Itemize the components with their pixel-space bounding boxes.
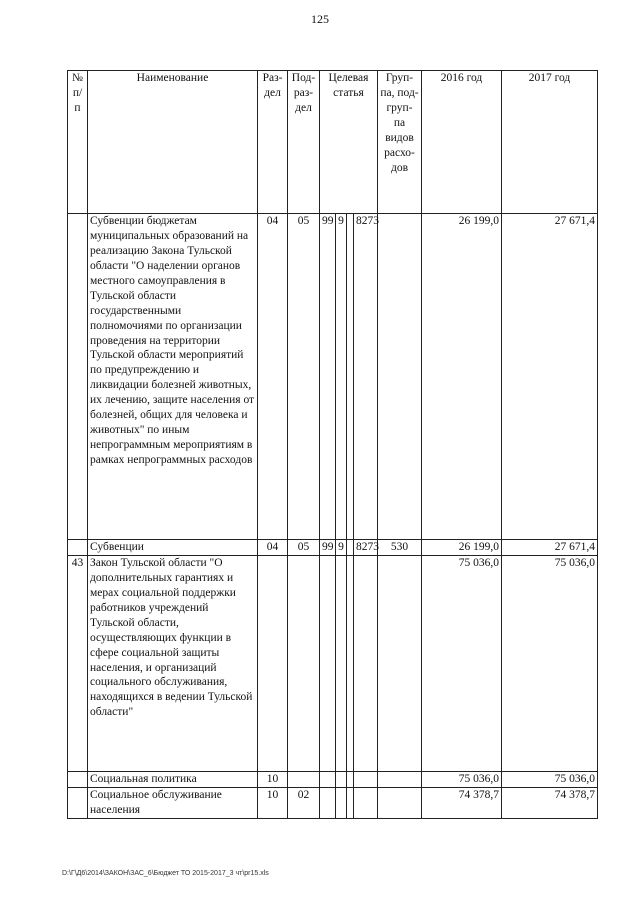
row-target-1: 99: [320, 540, 336, 556]
budget-table: [67, 70, 598, 819]
row-2017: 75 036,0: [502, 771, 598, 787]
row-razdel: 10: [258, 787, 288, 818]
header-target-article: Целевая статья: [320, 71, 378, 214]
row-2016: 74 378,7: [422, 787, 502, 818]
row-num: [68, 540, 88, 556]
row-group: 530: [378, 540, 422, 556]
row-podrazdel: 02: [288, 787, 320, 818]
table-row: [68, 771, 598, 787]
file-path-footer: D:\Г\Д6\2014\ЗАКОН\ЗАС_6\Бюджет ТО 2015-2017_3 чт\pr15.xls: [62, 870, 269, 877]
row-razdel: [258, 555, 288, 771]
row-name: Закон Тульской области "О дополнительных гарантиях и мерах социальной поддержки работников учреждений Тульской области, осуществляющих функции в сфере социальной защиты населения, и организаций социального обслуживания, находящихся в ведении Тульской области": [88, 555, 258, 771]
header-podrazdel: Под- раз- дел: [288, 71, 320, 214]
row-num: 43: [68, 555, 88, 771]
row-razdel: 04: [258, 214, 288, 540]
row-group: [378, 555, 422, 771]
row-target-2: 9: [336, 540, 347, 556]
table-row: [68, 787, 598, 818]
header-num: № п/п: [68, 71, 88, 214]
row-2016: 26 199,0: [422, 214, 502, 540]
row-2017: 27 671,4: [502, 214, 598, 540]
row-podrazdel: [288, 555, 320, 771]
row-podrazdel: 05: [288, 214, 320, 540]
row-name: Субвенции: [88, 540, 258, 556]
row-2016: 75 036,0: [422, 771, 502, 787]
row-group: [378, 214, 422, 540]
table-row: [68, 214, 598, 540]
row-target-3: [347, 540, 354, 556]
row-target-3: [347, 787, 354, 818]
row-target-2: [336, 555, 347, 771]
table-row: [68, 555, 598, 771]
row-target-1: [320, 787, 336, 818]
row-razdel: 04: [258, 540, 288, 556]
row-2016: 75 036,0: [422, 555, 502, 771]
row-podrazdel: [288, 771, 320, 787]
row-name: Социальная политика: [88, 771, 258, 787]
row-target-1: 99: [320, 214, 336, 540]
row-target-4: 8273: [354, 540, 378, 556]
row-target-3: [347, 555, 354, 771]
row-group: [378, 787, 422, 818]
row-target-2: [336, 771, 347, 787]
row-2017: 74 378,7: [502, 787, 598, 818]
table-header-row: [68, 71, 598, 214]
row-num: [68, 787, 88, 818]
row-name: Социальное обслуживание населения: [88, 787, 258, 818]
row-target-1: [320, 555, 336, 771]
row-target-3: [347, 771, 354, 787]
table-row: [68, 540, 598, 556]
row-target-4: [354, 555, 378, 771]
row-target-3: [347, 214, 354, 540]
header-2017: 2017 год: [502, 71, 598, 214]
header-razdel: Раз- дел: [258, 71, 288, 214]
header-expense-group: Груп- па, под- груп- па видов расхо- дов: [378, 71, 422, 214]
row-podrazdel: 05: [288, 540, 320, 556]
row-2017: 27 671,4: [502, 540, 598, 556]
row-target-4: [354, 787, 378, 818]
row-group: [378, 771, 422, 787]
row-target-4: 8273: [354, 214, 378, 540]
row-2016: 26 199,0: [422, 540, 502, 556]
row-num: [68, 214, 88, 540]
row-target-4: [354, 771, 378, 787]
row-name: Субвенции бюджетам муниципальных образований на реализацию Закона Тульской области "О наделении органов местного самоуправления в Тульской области государственными полномочиями по организации проведения на территории Тульской области мероприятий по предупреждению и ликвидации болезней животных, их лечению, защите населения от болезней, общих для человека и животных" по иным непрограммным мероприятиям в рамках непрограммных расходов: [88, 214, 258, 540]
row-2017: 75 036,0: [502, 555, 598, 771]
row-num: [68, 771, 88, 787]
page-number: 125: [311, 12, 329, 26]
row-target-1: [320, 771, 336, 787]
header-2016: 2016 год: [422, 71, 502, 214]
header-name: Наименование: [88, 71, 258, 214]
row-target-2: 9: [336, 214, 347, 540]
row-razdel: 10: [258, 771, 288, 787]
row-target-2: [336, 787, 347, 818]
